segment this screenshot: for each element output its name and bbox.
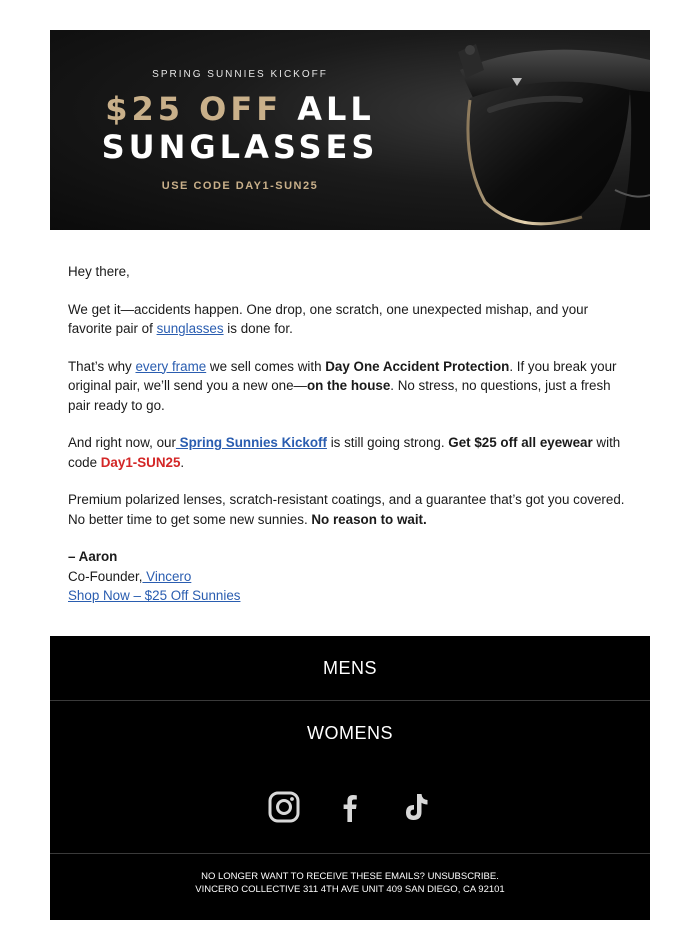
company-address: VINCERO COLLECTIVE 311 4TH AVE UNIT 409 SAN DIEGO, CA 92101: [195, 883, 505, 895]
p3-text-c: with code: [68, 435, 621, 470]
tiktok-icon[interactable]: [400, 791, 432, 823]
paragraph-accidents: [68, 300, 632, 339]
vincero-link[interactable]: Vincero: [142, 568, 192, 584]
greeting: Hey there,: [68, 264, 130, 279]
hero-headline-all: ALL: [297, 90, 375, 128]
hero-kicker: SPRING SUNNIES KICKOFF: [152, 69, 328, 80]
every-frame-link[interactable]: every frame: [135, 358, 207, 374]
promo-code: Day1-SUN25: [100, 454, 181, 470]
p2-text-a: That’s why: [68, 358, 136, 374]
sunglasses-link[interactable]: sunglasses: [156, 321, 224, 336]
email-body: [50, 230, 650, 606]
p2-text-c: . If you break your original pair, we’ll send you a new one—: [68, 358, 617, 393]
p2-text-d: . No stress, no questions, just a fresh pair ready to go.: [68, 378, 611, 413]
on-the-house-text: on the house: [306, 378, 391, 393]
signature-name: – Aaron: [68, 549, 118, 564]
p2-text-b: we sell comes with: [206, 358, 326, 374]
discount-offer-text: Get $25 off all eyewear: [448, 435, 593, 450]
spring-sunnies-kickoff-link[interactable]: Spring Sunnies Kickoff: [175, 435, 327, 450]
instagram-icon[interactable]: [268, 791, 300, 823]
no-reason-text: No reason to wait.: [311, 511, 427, 527]
legal-footer: [50, 854, 650, 920]
signature: [68, 547, 632, 606]
nav-mens[interactable]: MENS: [322, 657, 377, 678]
hero-code-line: USE CODE DAY1-SUN25: [161, 180, 319, 192]
paragraph-protection: [68, 357, 632, 416]
accident-protection-text: Day One Accident Protection: [325, 358, 510, 374]
p3-text-d: .: [180, 454, 185, 470]
nav-womens[interactable]: WOMENS: [307, 722, 393, 743]
paragraph-promo: [68, 433, 632, 472]
hero-headline: [50, 90, 430, 166]
hero-headline-discount: $25 OFF: [105, 90, 283, 128]
facebook-icon[interactable]: [334, 791, 366, 823]
sunglasses-image: [390, 30, 650, 230]
p1-text-b: is done for.: [223, 321, 293, 336]
p4-text-a: Premium polarized lenses, scratch-resistant coatings, and a guarantee that’s got you covered. No better time to get some new sunnies.: [68, 492, 625, 527]
paragraph-features: [68, 490, 632, 529]
signature-title: Co-Founder,: [68, 568, 143, 584]
p3-text-a: And right now, our: [68, 435, 176, 450]
p3-text-b: is still going strong.: [326, 435, 449, 450]
email-container: [50, 30, 650, 920]
shop-now-link[interactable]: Shop Now – $25 Off Sunnies: [68, 588, 241, 603]
social-links: [50, 765, 650, 853]
signature-title-line: [68, 567, 632, 587]
hero-banner[interactable]: [50, 30, 650, 230]
hero-headline-sunglasses: SUNGLASSES: [101, 128, 379, 166]
p1-text-a: We get it—accidents happen. One drop, one scratch, one unexpected mishap, and your favorite pair of: [68, 301, 589, 336]
footer: [50, 636, 650, 920]
unsubscribe-link[interactable]: NO LONGER WANT TO RECEIVE THESE EMAILS? UNSUBSCRIBE.: [201, 870, 499, 882]
